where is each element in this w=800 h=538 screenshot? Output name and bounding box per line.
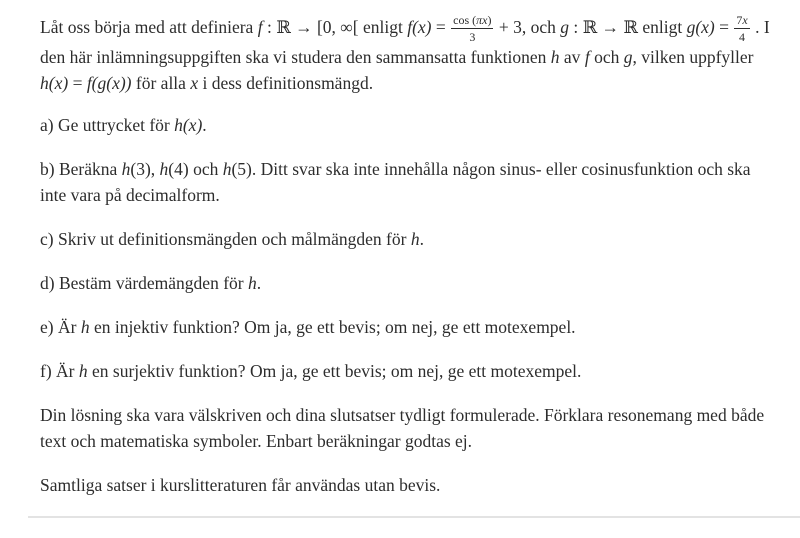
note-paragraph: [40, 472, 775, 498]
bottom-divider: [28, 516, 800, 518]
text-segment: =: [431, 17, 451, 37]
text-segment: (5). Ditt svar ska inte innehålla någon sinus- eller cosinusfunktion och ska inte vara på decimalform.: [40, 159, 751, 205]
text-segment: f) Är: [40, 361, 79, 381]
math-segment: πx: [476, 13, 488, 27]
fraction-numerator: [734, 13, 749, 29]
text-segment: för alla: [131, 73, 191, 93]
text-segment: a) Ge uttrycket för: [40, 115, 175, 135]
closing-paragraph: [40, 402, 775, 454]
text-segment: e) Är: [40, 317, 81, 337]
text-segment: + 3, och: [494, 17, 561, 37]
text-segment: =: [68, 73, 87, 93]
math-segment: f(x): [407, 17, 432, 37]
text-segment: b) Beräkna: [40, 159, 122, 179]
text-segment: .: [419, 229, 424, 249]
text-segment: c) Skriv ut definitionsmängden och målmängden för: [40, 229, 411, 249]
intro-paragraph: [40, 13, 775, 96]
text-segment: Låt oss börja med att definiera: [40, 17, 258, 37]
text-segment: .: [202, 115, 207, 135]
text-segment: ): [487, 13, 492, 27]
math-segment: f: [257, 17, 263, 37]
text-segment: , vilken uppfyller: [632, 47, 754, 67]
text-segment: d) Bestäm värdemängden för: [40, 273, 248, 293]
math-segment: h: [222, 159, 232, 179]
text-segment: cos (: [453, 13, 477, 27]
math-segment: h: [80, 317, 90, 337]
task-item-a: [40, 112, 775, 138]
math-segment: g: [623, 47, 633, 67]
text-segment: 7: [736, 13, 743, 27]
math-segment: h: [550, 47, 560, 67]
math-segment: h: [410, 229, 420, 249]
math-segment: h(x): [174, 115, 203, 135]
text-segment: =: [714, 17, 734, 37]
math-segment: x: [742, 13, 748, 27]
text-segment: (4) och: [168, 159, 223, 179]
math-segment: g(x): [686, 17, 715, 37]
text-segment: . I den här inlämningsuppgiften ska vi studera den sammansatta funktionen: [40, 17, 770, 67]
text-segment: i dess definitionsmängd.: [198, 73, 374, 93]
text-segment: : ℝ → [0, ∞[ enligt: [262, 17, 408, 37]
math-segment: h: [159, 159, 169, 179]
task-item-b: [40, 156, 775, 208]
math-segment: h: [247, 273, 257, 293]
fraction-numerator: [451, 13, 493, 29]
math-segment: h(x): [40, 73, 69, 93]
math-segment: f(g(x)): [86, 73, 132, 93]
text-segment: en surjektiv funktion? Om ja, ge ett bevis; om nej, ge ett motexempel.: [87, 361, 582, 381]
fraction-denominator: 3: [469, 30, 476, 44]
math-segment: h: [121, 159, 131, 179]
text-segment: (3),: [130, 159, 160, 179]
task-item-d: [40, 270, 775, 296]
math-segment: g: [560, 17, 569, 37]
math-segment: f: [584, 47, 590, 67]
text-segment: och: [589, 47, 624, 67]
fraction: [450, 13, 494, 44]
text-segment: av: [559, 47, 585, 67]
text-segment: Samtliga satser i kurslitteraturen får användas utan bevis.: [40, 475, 441, 495]
text-segment: en injektiv funktion? Om ja, ge ett bevis; om nej, ge ett motexempel.: [89, 317, 576, 337]
text-segment: .: [256, 273, 262, 293]
task-item-c: [40, 226, 775, 252]
text-segment: Din lösning ska vara välskriven och dina slutsatser tydligt formulerade. Förklara resonemang med både text och matematiska symboler. Enbart beräkningar godtas ej.: [40, 405, 765, 451]
fraction: [733, 13, 750, 44]
text-segment: : ℝ → ℝ enligt: [569, 17, 687, 37]
math-segment: h: [78, 361, 88, 381]
task-item-e: [40, 314, 775, 340]
fraction-denominator: 4: [739, 30, 746, 44]
task-item-f: [40, 358, 775, 384]
math-segment: x: [190, 73, 199, 93]
